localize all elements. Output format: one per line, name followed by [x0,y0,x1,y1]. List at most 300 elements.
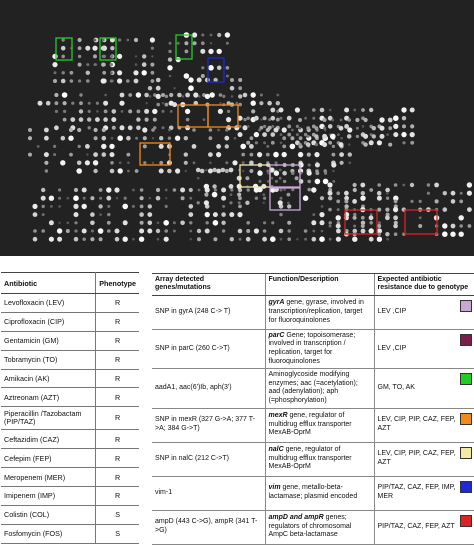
array-spot [150,63,154,67]
array-spot [49,196,54,201]
array-spot [172,102,177,107]
array-spot [198,95,201,98]
array-spot [55,110,58,113]
array-spot [58,197,61,200]
array-spot [249,169,253,173]
array-spot [185,170,187,172]
array-spot [117,135,123,141]
array-spot [150,37,155,42]
array-spot [181,196,185,200]
array-spot [239,238,242,241]
array-spot [344,199,348,203]
array-spot [41,229,45,233]
table-row [1,388,139,407]
array-spot [189,230,192,233]
array-spot [62,38,65,41]
array-spot [92,46,97,51]
array-spot [87,117,91,121]
array-spot [311,187,316,192]
antibiotic-cell: Aztreonam (AZT) [1,388,96,407]
array-spot [156,103,160,107]
phenotype-cell: S [96,505,139,524]
array-spot [410,132,415,137]
description-cell [265,369,374,408]
array-spot [205,169,208,172]
gene-name: gyrA [268,299,285,307]
array-spot [226,75,229,78]
array-spot [116,197,118,199]
array-spot [320,196,324,200]
array-spot [45,169,48,172]
array-spot [369,228,374,233]
array-spot [217,129,220,132]
array-spot [221,188,226,193]
array-spot [295,107,300,112]
array-spot [274,128,279,133]
array-spot [201,74,205,78]
color-swatch [460,300,472,312]
array-spot [78,79,81,82]
array-spot [49,220,54,225]
array-spot [120,125,125,130]
array-spot [60,160,65,165]
array-spot [33,212,38,217]
array-spot [320,220,325,225]
description-cell [265,295,374,329]
array-spot [311,220,316,225]
array-spot [140,205,144,209]
gene-name: vim [268,484,281,492]
array-spot [394,183,398,187]
array-spot [276,101,280,105]
array-spot [99,188,103,192]
array-spot [282,152,287,157]
array-spot [200,169,205,174]
array-spot [262,193,265,196]
array-spot [443,191,447,195]
array-spot [90,212,95,217]
array-spot [205,94,210,99]
array-spot [74,221,77,224]
array-spot [57,237,62,242]
phenotype-cell: S [96,524,139,543]
table-row [152,510,474,544]
array-spot [142,62,147,67]
array-spot [222,95,225,98]
phenotype-cell: R [96,468,139,487]
array-spot [336,191,340,195]
array-spot [117,54,122,59]
array-spot [221,168,226,173]
array-spot [386,197,389,200]
array-spot [151,55,153,57]
array-spot [238,103,242,107]
array-spot [168,137,171,140]
array-spot [280,117,283,120]
array-spot [168,129,171,132]
array-spot [279,213,282,216]
array-spot [67,222,70,225]
array-spot [156,229,160,233]
array-spot [63,101,67,105]
array-spot [372,126,376,130]
array-spot [133,70,138,75]
phenotype-table [1,272,139,544]
resistance-cell [374,329,474,368]
array-spot [93,169,97,173]
array-spot [79,109,83,113]
function-table-header [152,274,474,296]
array-spot [114,187,119,192]
array-spot [419,216,422,219]
array-spot [245,201,249,205]
array-spot [57,228,62,233]
array-spot [328,196,332,200]
array-spot [180,188,185,193]
resistance-text: LEV ,CIP [377,344,407,352]
array-spot [82,229,87,234]
array-spot [164,229,168,233]
array-spot [360,183,365,188]
array-spot [111,117,116,122]
array-spot [119,101,124,106]
array-spot [137,110,141,114]
array-spot [263,141,266,144]
array-spot [263,202,265,204]
array-spot [102,71,106,75]
antibiotic-cell: Piperacillin /Tazobactam (PIP/TAZ) [1,407,96,430]
array-spot [276,94,279,97]
phenotype-cell: R [96,430,139,449]
array-spot [280,238,283,241]
array-spot [162,102,164,104]
array-spot [115,229,120,234]
array-spot [78,38,82,42]
array-spot [363,142,367,146]
array-spot [225,128,228,131]
array-spot [378,233,381,236]
array-spot [291,172,294,175]
array-spot [149,95,152,98]
array-spot [274,171,279,176]
array-spot [206,221,209,224]
array-spot [307,153,311,157]
array-spot [67,197,70,200]
array-spot [238,205,242,209]
array-spot [156,86,161,91]
array-spot [159,161,163,165]
array-spot [33,229,37,233]
array-spot [230,193,233,196]
array-spot [189,204,194,209]
array-spot [230,78,234,82]
antibiotic-cell: Tobramycin (TO) [1,350,96,369]
array-spot [162,110,165,113]
array-spot [62,71,65,74]
array-spot [58,222,60,224]
array-spot [263,221,266,224]
array-spot [319,212,324,217]
array-spot [319,236,325,242]
array-spot [74,229,77,232]
array-spot [363,134,368,139]
array-spot [74,188,78,192]
array-spot [312,108,316,112]
array-spot [144,109,149,114]
array-spot [148,204,152,208]
array-spot [329,109,332,112]
array-spot [88,110,91,113]
array-spot [212,168,216,172]
array-spot [280,142,283,145]
array-spot [280,189,283,192]
array-spot [278,200,283,205]
array-spot [143,136,147,140]
array-spot [315,163,320,168]
array-spot [254,228,259,233]
array-spot [93,54,97,58]
array-spot [28,153,32,157]
array-spot [232,160,237,165]
array-spot [135,63,138,66]
array-spot [257,152,262,157]
array-spot [111,137,114,140]
resistance-cell [374,408,474,442]
array-spot [193,92,198,97]
array-spot [321,205,324,208]
array-spot [312,213,315,216]
array-spot [173,87,175,89]
array-spot [162,126,165,129]
array-spot [134,79,139,84]
antibiotic-cell: Ceftazidim (CAZ) [1,430,96,449]
array-spot [235,102,238,105]
array-spot [85,160,90,165]
array-spot [287,221,291,225]
array-spot [106,196,111,201]
array-spot [103,117,108,122]
array-spot [42,205,45,208]
array-spot [213,237,217,241]
array-spot [159,136,163,140]
phenotype-cell: R [96,407,139,430]
array-spot [184,161,188,165]
array-spot [198,189,201,192]
array-spot [353,216,357,220]
phenotype-cell: R [96,294,139,313]
array-spot [263,125,266,128]
array-spot [393,224,398,229]
array-spot [355,118,359,122]
array-spot [201,34,204,37]
array-spot [273,152,279,158]
array-spot [314,152,319,157]
array-spot [142,127,147,132]
array-spot [33,237,38,242]
array-spot [110,63,113,66]
array-spot [161,93,165,97]
array-spot [280,133,283,136]
array-spot [225,144,229,148]
array-spot [169,42,172,45]
array-spot [78,46,82,50]
array-spot [329,225,332,228]
array-spot [74,237,79,242]
array-spot [298,143,302,147]
array-spot [263,116,267,120]
gene-cell: SNP in parC (260 C->T) [152,329,265,368]
array-spot [304,117,307,120]
array-spot [63,110,66,113]
array-spot [250,153,254,157]
table-row [1,331,139,350]
array-spot [175,168,180,173]
array-spot [402,124,406,128]
array-spot [329,238,332,241]
phenotype-cell: R [96,487,139,506]
array-spot [337,133,340,136]
table-row [1,505,139,524]
array-spot [209,128,213,132]
array-spot [85,144,90,149]
array-spot [127,170,130,173]
array-spot [121,110,124,113]
description-cell [265,329,374,368]
array-spot [361,229,366,234]
array-spot [386,238,389,241]
array-spot [242,161,245,164]
array-spot [410,124,414,128]
array-spot [267,172,270,175]
array-spot [88,126,91,129]
array-spot [128,93,132,97]
table-row [152,329,474,368]
table-row [1,468,139,487]
array-spot [298,152,303,157]
array-spot [353,225,356,228]
array-spot [119,162,122,165]
array-spot [135,137,138,140]
array-spot [328,208,332,212]
array-spot [299,127,302,130]
array-spot [61,79,66,84]
array-spot [79,117,84,122]
array-spot [126,153,130,157]
array-spot [298,118,302,122]
array-spot [402,116,406,120]
array-spot [189,188,193,192]
array-spot [369,215,374,220]
array-spot [347,134,352,139]
array-spot [197,78,202,83]
array-spot [226,66,230,70]
array-spot [369,221,373,225]
array-spot [401,132,406,137]
array-spot [328,124,333,129]
array-spot [242,170,244,172]
array-spot [110,79,113,82]
array-spot [139,212,144,217]
array-spot [243,118,246,121]
array-spot [271,221,274,224]
array-spot [221,221,225,225]
array-spot [322,134,327,139]
array-spot [324,172,327,175]
array-spot [32,204,37,209]
resistance-text: LEV, CIP, PIP, CAZ, FEP, AZT [377,416,456,433]
array-spot [151,47,154,50]
array-spot [177,42,180,45]
array-spot [427,183,430,186]
array-spot [237,176,242,181]
table-row [1,312,139,331]
array-spot [52,62,57,67]
array-spot [117,70,122,75]
array-spot [203,118,206,121]
array-spot [356,135,359,138]
array-spot [78,145,81,148]
array-spot [214,188,217,191]
table-row [1,407,139,430]
array-spot [340,119,343,122]
antibiotic-cell: Levofloxacin (LEV) [1,294,96,313]
array-spot [287,133,291,137]
array-spot [323,118,327,122]
array-spot [41,196,46,201]
array-spot [123,220,128,225]
array-spot [193,41,197,45]
array-spot [378,221,381,224]
array-spot [361,191,365,195]
array-spot [348,143,350,145]
array-spot [250,136,254,140]
array-spot [216,144,221,149]
array-spot [103,101,108,106]
array-spot [282,136,286,140]
array-spot [143,144,147,148]
array-spot [299,136,303,140]
array-spot [210,92,215,97]
array-spot [71,102,74,105]
description-text: gene, gyrase, involved in transcription/replication, target for fluoroquinolones [268,299,364,324]
array-spot [262,132,267,137]
array-spot [110,71,113,74]
array-spot [104,94,107,97]
phenotype-table-header [1,273,139,294]
array-spot [254,116,259,121]
array-spot [238,229,243,234]
array-spot [99,197,102,200]
array-spot [185,109,190,114]
array-spot [168,50,171,53]
array-spot [102,128,106,132]
array-spot [66,229,70,233]
array-spot [204,200,209,205]
array-spot [230,86,235,91]
array-spot [227,110,230,113]
array-spot [44,128,49,133]
array-spot [53,153,56,156]
function-table [152,273,474,545]
array-spot [86,71,90,75]
array-spot [304,238,307,241]
array-spot [332,170,334,172]
array-spot [169,75,172,78]
array-spot [189,221,192,224]
array-spot [102,39,105,42]
array-spot [128,109,132,113]
array-spot [369,188,373,192]
